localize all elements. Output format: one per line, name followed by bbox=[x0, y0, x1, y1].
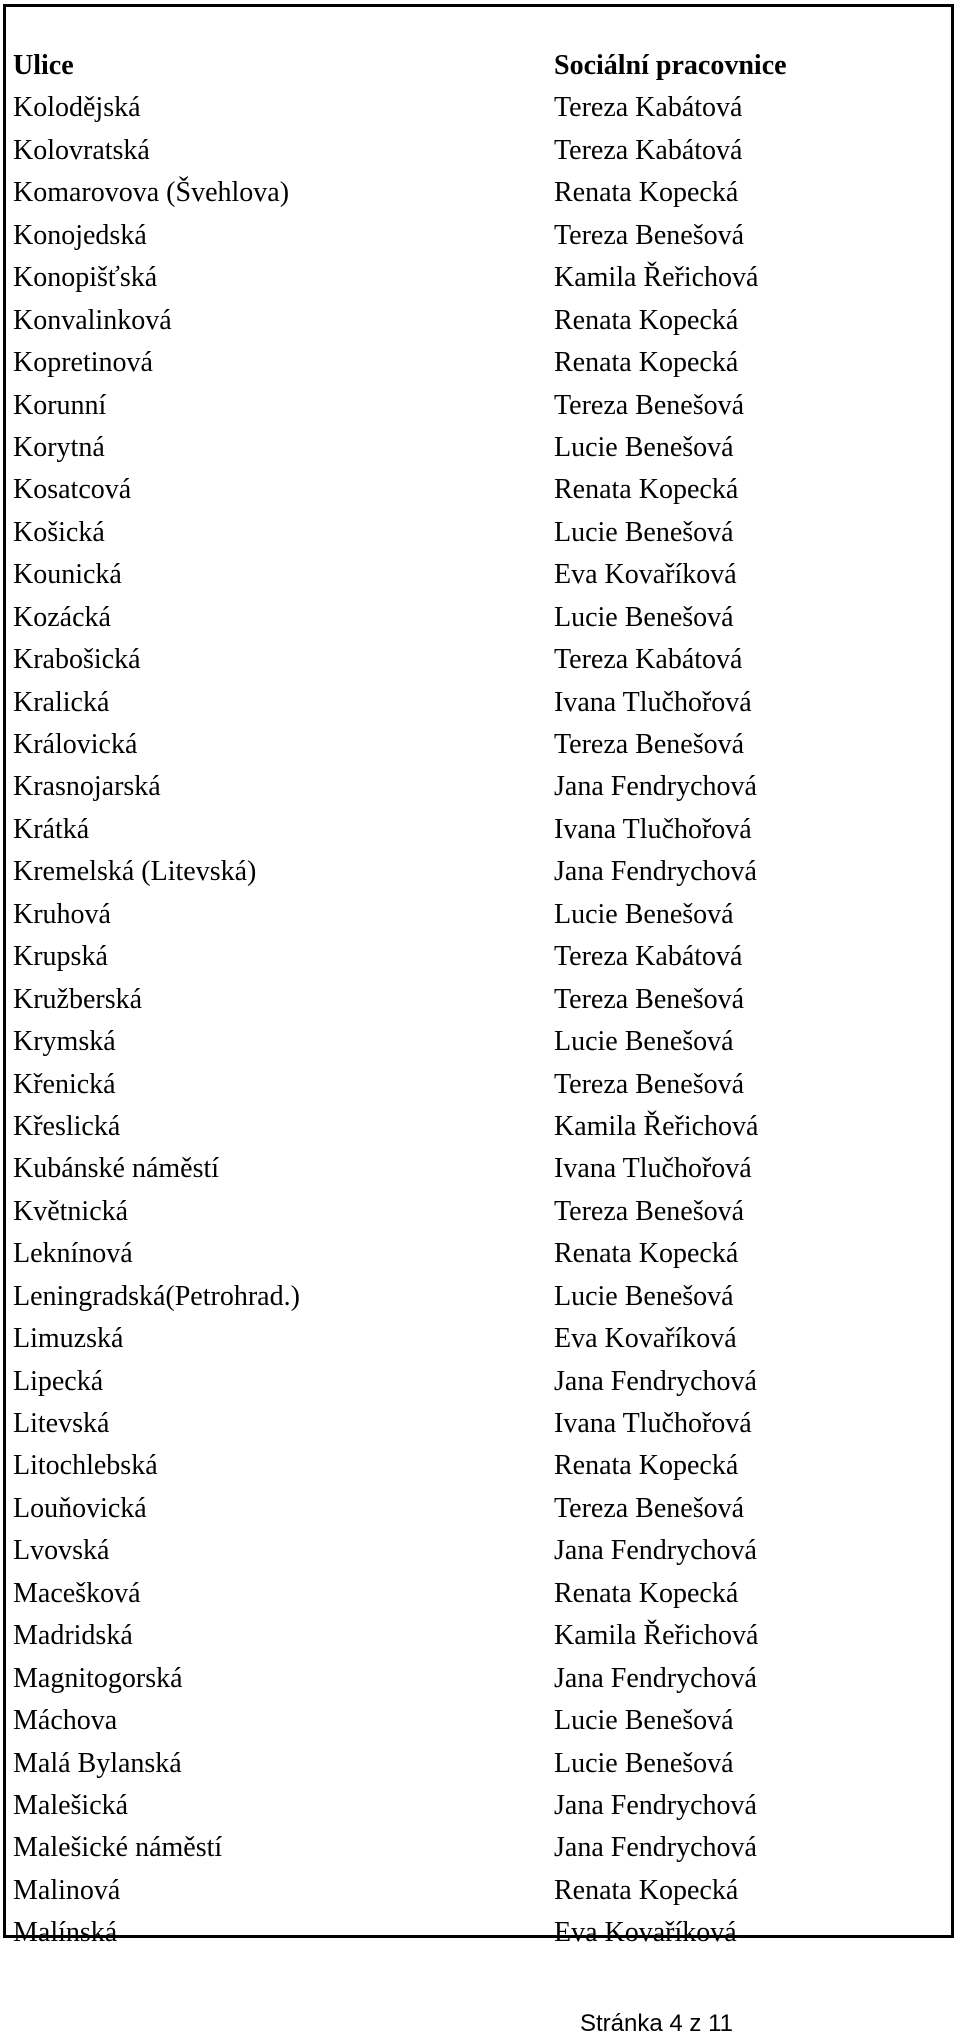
street-cell: Kubánské náměstí bbox=[13, 1153, 220, 1185]
social-worker-cell: Lucie Benešová bbox=[554, 431, 734, 463]
social-worker-cell: Jana Fendrychová bbox=[554, 1662, 757, 1694]
table-row bbox=[6, 1530, 951, 1572]
table-row bbox=[6, 215, 951, 257]
table-row bbox=[6, 979, 951, 1021]
social-worker-cell: Lucie Benešová bbox=[554, 516, 734, 548]
table-row bbox=[6, 682, 951, 724]
social-worker-cell: Tereza Kabátová bbox=[554, 644, 743, 676]
table-row bbox=[6, 342, 951, 384]
table-row bbox=[6, 1785, 951, 1827]
table-row bbox=[6, 1064, 951, 1106]
social-worker-cell: Jana Fendrychová bbox=[554, 771, 757, 803]
social-worker-cell: Renata Kopecká bbox=[554, 1577, 739, 1609]
table-row bbox=[6, 1361, 951, 1403]
table-row bbox=[6, 172, 951, 214]
table-row bbox=[6, 300, 951, 342]
table-row bbox=[6, 724, 951, 766]
table-row bbox=[6, 469, 951, 511]
header-street: Ulice bbox=[13, 50, 74, 81]
table-row bbox=[6, 1318, 951, 1360]
street-cell: Křeslická bbox=[13, 1110, 121, 1142]
social-worker-cell: Ivana Tlučhořová bbox=[554, 1408, 752, 1439]
social-worker-cell: Renata Kopecká bbox=[554, 177, 739, 209]
street-cell: Lipecká bbox=[13, 1365, 104, 1397]
street-cell: Limuzská bbox=[13, 1323, 124, 1355]
table-row bbox=[6, 1191, 951, 1233]
table-header-row bbox=[6, 45, 951, 87]
page-number: Stránka 4 z 11 bbox=[580, 2010, 733, 2037]
street-cell: Magnitogorská bbox=[13, 1662, 183, 1694]
social-worker-cell: Lucie Benešová bbox=[554, 1280, 734, 1312]
street-cell: Litochlebská bbox=[13, 1450, 158, 1482]
street-cell: Květnická bbox=[13, 1195, 129, 1227]
table-row bbox=[6, 87, 951, 129]
street-cell: Lvovská bbox=[13, 1535, 110, 1567]
street-assignment-table bbox=[3, 4, 954, 1949]
social-worker-cell: Tereza Kabátová bbox=[554, 92, 743, 124]
social-worker-cell: Tereza Benešová bbox=[554, 1492, 745, 1524]
social-worker-cell: Renata Kopecká bbox=[554, 1238, 739, 1270]
street-cell: Konvalinková bbox=[13, 304, 172, 336]
table-row bbox=[6, 639, 951, 681]
table-row bbox=[6, 1573, 951, 1615]
social-worker-cell: Renata Kopecká bbox=[554, 1874, 739, 1906]
table-row bbox=[6, 1106, 951, 1148]
social-worker-cell: Jana Fendrychová bbox=[554, 1789, 757, 1821]
social-worker-cell: Lucie Benešová bbox=[554, 1705, 734, 1737]
table-row bbox=[6, 1148, 951, 1190]
social-worker-cell: Tereza Kabátová bbox=[554, 134, 743, 166]
social-worker-cell: Tereza Kabátová bbox=[554, 941, 743, 973]
table-row bbox=[6, 385, 951, 427]
social-worker-cell: Renata Kopecká bbox=[554, 474, 739, 506]
table-row bbox=[6, 1658, 951, 1700]
social-worker-cell: Jana Fendrychová bbox=[554, 1365, 757, 1397]
street-cell: Křenická bbox=[13, 1068, 116, 1100]
street-cell: Malinová bbox=[13, 1874, 121, 1906]
social-worker-cell: Jana Fendrychová bbox=[554, 1535, 757, 1567]
social-worker-cell: Tereza Benešová bbox=[554, 1195, 745, 1227]
street-cell: Krabošická bbox=[13, 644, 141, 676]
table-row bbox=[6, 1700, 951, 1742]
table-row bbox=[6, 894, 951, 936]
social-worker-cell: Kamila Řeřichová bbox=[554, 262, 759, 294]
street-cell: Malínská bbox=[13, 1917, 118, 1949]
social-worker-cell: Lucie Benešová bbox=[554, 1747, 734, 1779]
table-row bbox=[6, 1912, 951, 1954]
social-worker-cell: Tereza Benešová bbox=[554, 219, 745, 251]
street-cell: Leknínová bbox=[13, 1238, 133, 1270]
social-worker-cell: Eva Kovaříková bbox=[554, 559, 737, 591]
street-cell: Malešická bbox=[13, 1789, 129, 1821]
social-worker-cell: Lucie Benešová bbox=[554, 1026, 734, 1058]
table-row bbox=[6, 851, 951, 893]
table-row bbox=[6, 512, 951, 554]
social-worker-cell: Kamila Řeřichová bbox=[554, 1110, 759, 1142]
table-row bbox=[6, 1615, 951, 1657]
street-cell: Malá Bylanská bbox=[13, 1747, 182, 1779]
table-row bbox=[6, 1233, 951, 1275]
social-worker-cell: Tereza Benešová bbox=[554, 1068, 745, 1100]
social-worker-cell: Tereza Benešová bbox=[554, 983, 745, 1015]
street-cell: Louňovická bbox=[13, 1492, 147, 1524]
social-worker-cell: Jana Fendrychová bbox=[554, 856, 757, 888]
table-row bbox=[6, 1021, 951, 1063]
social-worker-cell: Lucie Benešová bbox=[554, 601, 734, 633]
street-cell: Královická bbox=[13, 729, 138, 760]
street-cell: Kruhová bbox=[13, 898, 111, 930]
social-worker-cell: Kamila Řeřichová bbox=[554, 1620, 759, 1652]
table-row bbox=[6, 1403, 951, 1445]
street-cell: Krasnojarská bbox=[13, 771, 161, 803]
street-cell: Krupská bbox=[13, 941, 108, 973]
table-row bbox=[6, 766, 951, 808]
street-cell: Leningradská(Petrohrad.) bbox=[13, 1280, 300, 1312]
table-row bbox=[6, 427, 951, 469]
street-cell: Kružberská bbox=[13, 983, 143, 1015]
street-cell: Kolovratská bbox=[13, 134, 150, 166]
street-cell: Komarovova (Švehlova) bbox=[13, 177, 290, 209]
social-worker-cell: Ivana Tlučhořová bbox=[554, 686, 752, 718]
table-row bbox=[6, 130, 951, 172]
street-cell: Konopišťská bbox=[13, 262, 158, 294]
street-cell: Máchova bbox=[13, 1705, 118, 1737]
table-row bbox=[6, 1827, 951, 1869]
table-row bbox=[6, 257, 951, 299]
street-cell: Košická bbox=[13, 516, 105, 548]
street-cell: Korunní bbox=[13, 389, 107, 421]
street-cell: Kralická bbox=[13, 686, 110, 718]
table-body bbox=[6, 45, 951, 1955]
street-cell: Kozácká bbox=[13, 601, 111, 633]
social-worker-cell: Renata Kopecká bbox=[554, 347, 739, 379]
street-cell: Kopretinová bbox=[13, 347, 153, 379]
social-worker-cell: Eva Kovaříková bbox=[554, 1323, 737, 1355]
social-worker-cell: Tereza Benešová bbox=[554, 729, 745, 760]
table-row bbox=[6, 1870, 951, 1912]
street-cell: Malešické náměstí bbox=[13, 1832, 223, 1864]
street-cell: Krymská bbox=[13, 1026, 116, 1058]
street-cell: Kremelská (Litevská) bbox=[13, 856, 257, 888]
street-cell: Kolodějská bbox=[13, 92, 141, 124]
table-row bbox=[6, 936, 951, 978]
table-row bbox=[6, 1743, 951, 1785]
street-cell: Madridská bbox=[13, 1620, 133, 1652]
social-worker-cell: Ivana Tlučhořová bbox=[554, 1153, 752, 1185]
social-worker-cell: Renata Kopecká bbox=[554, 1450, 739, 1482]
social-worker-cell: Eva Kovaříková bbox=[554, 1917, 737, 1949]
social-worker-cell: Renata Kopecká bbox=[554, 304, 739, 336]
social-worker-cell: Ivana Tlučhořová bbox=[554, 813, 752, 845]
table-row bbox=[6, 1488, 951, 1530]
table-row bbox=[6, 597, 951, 639]
street-cell: Macešková bbox=[13, 1577, 141, 1609]
street-cell: Konojedská bbox=[13, 219, 147, 251]
street-cell: Litevská bbox=[13, 1408, 110, 1439]
street-cell: Korytná bbox=[13, 431, 105, 463]
street-cell: Kosatcová bbox=[13, 474, 132, 506]
table-row bbox=[6, 1276, 951, 1318]
social-worker-cell: Tereza Benešová bbox=[554, 389, 745, 421]
table-row bbox=[6, 1445, 951, 1487]
street-cell: Krátká bbox=[13, 813, 90, 845]
table-row bbox=[6, 809, 951, 851]
street-cell: Kounická bbox=[13, 559, 122, 591]
social-worker-cell: Jana Fendrychová bbox=[554, 1832, 757, 1864]
table-row bbox=[6, 554, 951, 596]
header-social-worker: Sociální pracovnice bbox=[554, 50, 787, 81]
social-worker-cell: Lucie Benešová bbox=[554, 898, 734, 930]
